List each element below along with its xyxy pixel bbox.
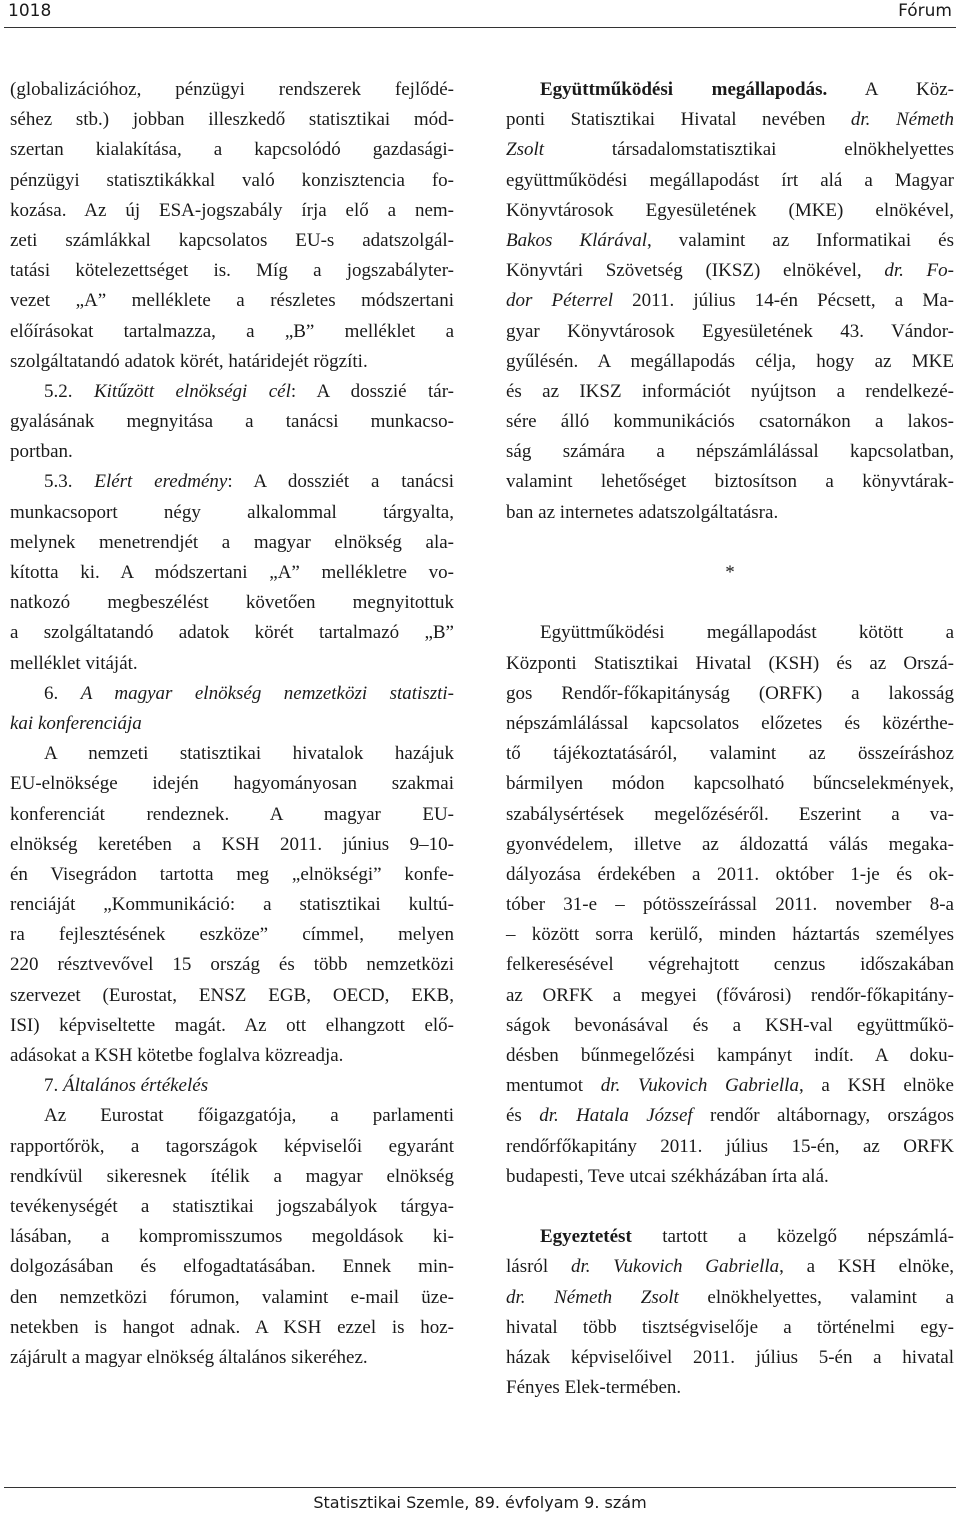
person-name: dr. Vukovich Gabriella (600, 1075, 799, 1097)
text-line: sére álló kommunikációs csatornákon a lakos- (506, 411, 954, 433)
person-name: dr. Németh Zsolt (506, 1286, 679, 1308)
paragraph-2-line: Együttműködési megállapodást kötött a (540, 622, 954, 644)
text-line: renciáját „Kommunikáció: a statisztikai kultú- (10, 894, 454, 916)
text-line: ra fejlesztésének eszköze” címmel, melyen (10, 924, 454, 946)
text-line: konferenciát rendeznek. A magyar EU- (10, 803, 454, 825)
text-line: tatási kötelezettséget is. Míg a jogszabályter- (10, 260, 454, 282)
text-line: dr. Németh Zsolt elnökhelyettes, valamint a (506, 1286, 954, 1308)
text-line: natkozó megbeszélést követően megnyitottuk (10, 592, 454, 614)
text-line: A nemzeti statisztikai hivatalok hazájuk (44, 743, 454, 765)
text-line: melléklet vitáját. (10, 652, 138, 674)
person-name: Bakos Klárával (506, 229, 648, 251)
section-label: Kitűzött elnökségi cél (93, 380, 291, 402)
text-line: ISI) képviseltette magát. Az ott elhangzott elő- (10, 1014, 454, 1036)
right-column (506, 75, 954, 1403)
text-line: gyűlésén. A megállapodás célja, hogy az MKE (506, 350, 954, 372)
text-line: gyonvédelem, illetve az áldozattá válás megaka- (506, 833, 954, 855)
text-line: Könyvtári Szövetség (IKSZ) elnökével, dr. Fo- (506, 260, 954, 282)
page-header (0, 0, 960, 26)
section-5-3-line: 5.3. Elért eredmény: A dossziét a tanácsi (44, 471, 454, 493)
text-line: szabálysértések megelőzéséről. Eszerint a va- (506, 803, 954, 825)
person-name: Zsolt (506, 139, 545, 161)
text-line: felkeresésével végrehajtott cenzus időszakában (506, 954, 954, 976)
person-name: dr. Hatala József (539, 1105, 693, 1127)
text-line: rendőrfőkapitány 2011. július 15-én, az ORFK (506, 1135, 954, 1157)
text-line: együttműködési megállapodást írt alá a Magyar (506, 169, 954, 191)
text-line: lásról dr. Vukovich Gabriella, a KSH elnöke, (506, 1256, 955, 1278)
text-line: Központi Statisztikai Hivatal (KSH) és az Orszá- (506, 652, 954, 674)
person-name: dr. Fo- (884, 260, 954, 282)
text-line: ságok bevonásával és a KSH-val együttműkö- (506, 1014, 954, 1036)
text-line: Zsolt társadalomstatisztikai elnökhelyettes (506, 139, 954, 161)
text-line: melynek menetrendjét a magyar elnökség ala- (10, 531, 454, 553)
text-line: és dr. Hatala József rendőr altábornagy, országos (506, 1105, 954, 1127)
section-number: 7. (44, 1075, 59, 1097)
text-line: (globalizációhoz, pénzügyi rendszerek fejlődé- (10, 79, 454, 100)
text-line: népszámlálással kapcsolatos előzetes és közérthe- (506, 712, 954, 734)
person-name: dr. Vukovich Gabriella (570, 1256, 780, 1278)
text-line: valamint lehetőséget biztosítson a könyvtárak- (506, 471, 954, 493)
text-line: zeti számlákkal kapcsolatos EU-s adatszolgál- (10, 229, 454, 251)
text-line: netekben is hangot adnak. A KSH ezzel is hoz- (10, 1316, 454, 1338)
text-line: adásokat a KSH kötetbe foglalva közreadja. (10, 1045, 344, 1066)
text-line: Bakos Klárával, valamint az Informatikai és (506, 229, 954, 251)
footer-rule (4, 1487, 956, 1488)
text-line: szertan kialakítása, a kapcsolódó gazdasági- (10, 139, 454, 161)
left-column (10, 75, 454, 1373)
text-line: gyar Könyvtárosok Egyesületének 43. Vándor- (506, 320, 954, 342)
text-line: én Visegrádon tartotta meg „elnökségi” konfe- (10, 863, 454, 885)
text-line: hivatal több tisztségviselője a történelmi egy- (506, 1316, 954, 1338)
section-7-heading: 7. Általános értékelés (44, 1075, 209, 1097)
section-separator: * (725, 562, 735, 583)
text-line: ban az internetes adatszolgáltatásra. (506, 501, 779, 523)
text-line: bármilyen módon kapcsolható bűncselekmények, (506, 773, 954, 795)
text-line: Fényes Elek-termében. (506, 1377, 682, 1399)
paragraph-3-line: Egyeztetést tartott a közelgő népszámlá- (540, 1226, 954, 1248)
section-number: 5.3. (44, 471, 73, 493)
text-line: désben bűnmegelőzési kampányt indít. A doku- (506, 1045, 954, 1066)
text-line: dályozása érdekében a 2011. október 1-je és ok- (506, 863, 954, 885)
text-line: szolgáltatandó adatok körét, határidejét rögzíti. (10, 350, 368, 372)
journal-section: Fórum (898, 1, 952, 21)
text-line: pénzügyi statisztikákkal való konzisztencia fo- (10, 169, 454, 191)
section-label: Elért eredmény (94, 471, 228, 493)
text-line: portban. (10, 441, 73, 463)
text-line: előírásokat tartalmazza, a „B” melléklet a (10, 320, 454, 342)
text-line: kította ki. A módszertani „A” mellékletre vo- (10, 562, 454, 583)
text-line: elnökség keretében a KSH 2011. június 9–10- (10, 833, 454, 855)
text-line: zájárult a magyar elnökség általános sikeréhez. (10, 1346, 368, 1368)
text-line: gos Rendőr-főkapitányság (ORFK) a lakosság (506, 682, 954, 704)
person-name: dr. Németh (850, 109, 955, 131)
page-number: 1018 (8, 1, 52, 21)
text-line: az ORFK a megyei (fővárosi) rendőr-főkapitány- (506, 984, 954, 1006)
text-line: munkacsoport négy alkalommal tárgyalta, (10, 501, 454, 523)
section-6-heading: 6. A magyar elnökség nemzetközi statiszti- (44, 682, 454, 704)
text-line: lásában, a kompromisszumos megoldások ki- (10, 1226, 454, 1248)
header-rule (4, 27, 956, 28)
text-line: rapportőrök, a tagországok képviselői egyaránt (10, 1135, 454, 1157)
text-line: házak képviselőivel 2011. július 5-én a hivatal (506, 1346, 954, 1368)
text-line: séhez stb.) jobban illeszkedő statisztikai mód- (10, 109, 454, 131)
text-line: és az IKSZ információt nyújtson a rendelkezé- (506, 380, 954, 402)
run-in-heading: Egyeztetést (540, 1226, 632, 1248)
text-line: dolgozásában és elfogadtatásában. Ennek min- (10, 1256, 454, 1278)
text-line: vezet „A” melléklete a részletes módszertani (10, 290, 454, 312)
person-name: dor Péterrel (506, 290, 614, 312)
text-line: tevékenységét a statisztikai jogszabályok tárgya- (10, 1195, 454, 1217)
text-line: ság számára a népszámlálással kapcsolatban, (506, 441, 954, 463)
section-number: 6. (44, 682, 59, 704)
text-line: kozása. Az új ESA-jogszabály írja elő a nem- (10, 199, 454, 221)
text-line: rendkívül sikeresnek ítélik a magyar elnökség (10, 1165, 454, 1187)
text-line: szervezet (Eurostat, ENSZ EGB, OECD, EKB, (10, 984, 454, 1006)
section-number: 5.2. (44, 380, 73, 402)
text-line: mentumot dr. Vukovich Gabriella, a KSH elnöke (506, 1075, 954, 1097)
text-line: gyalásának megnyitása a tanácsi munkacso- (10, 411, 454, 433)
section-5-2-line: 5.2. Kitűzött elnökségi cél: A dosszié tár- (44, 380, 455, 402)
text-line: Az Eurostat főigazgatója, a parlamenti (44, 1105, 454, 1127)
text-line: budapesti, Teve utcai székházában írta alá. (506, 1165, 829, 1187)
text-line: den nemzetközi fórumon, valamint e-mail üze- (10, 1286, 454, 1308)
text-line: 220 résztvevővel 15 ország és több nemzetközi (10, 954, 454, 976)
text-line: tóber 31-e – pótösszeírással 2011. november 8-a (506, 894, 954, 916)
section-6-heading-cont: kai konferenciája (10, 712, 142, 734)
text-line: a szolgáltatandó adatok körét tartalmazó „B” (10, 622, 454, 644)
page-footer: Statisztikai Szemle, 89. évfolyam 9. szám (313, 1493, 647, 1512)
text-line: EU-elnöksége idején hagyományosan szakmai (10, 773, 454, 795)
run-in-heading: Együttműködési megállapodás. (540, 79, 828, 100)
text-line: dor Péterrel 2011. július 14-én Pécsett, a Ma- (506, 290, 954, 312)
paragraph-1-line: Együttműködési megállapodás. A Köz- (540, 79, 955, 100)
text-line: ponti Statisztikai Hivatal nevében dr. Németh (506, 109, 955, 131)
text-line: Könyvtárosok Egyesületének (MKE) elnökével, (506, 199, 954, 221)
text-line: tő tájékoztatásáról, valamint az összeíráshoz (506, 743, 954, 765)
text-line: – között sorra kerülő, minden háztartás személyes (506, 924, 954, 946)
